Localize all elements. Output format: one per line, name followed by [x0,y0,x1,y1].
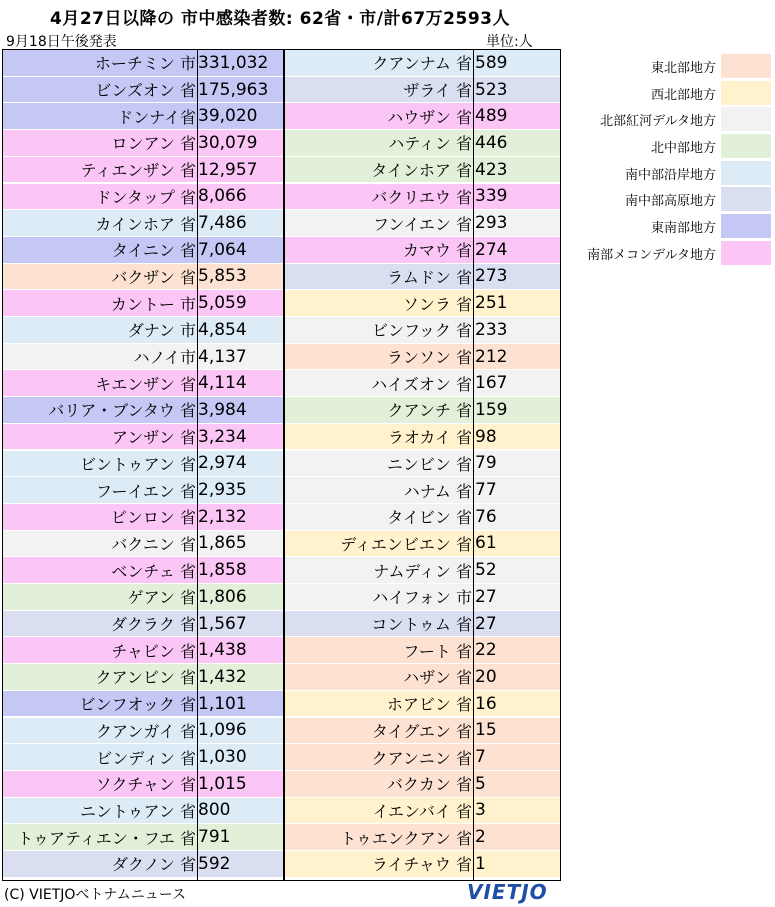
case-count: 1,438 [198,640,247,661]
table-row [285,130,560,157]
province-name: バクカン 省 [386,775,472,795]
province-name: ランソン 省 [386,348,472,368]
province-name: ナムディン 省 [373,561,472,581]
table-row [3,771,283,798]
region-legend [566,53,771,267]
case-count: 274 [475,239,508,260]
table-row [285,851,560,878]
province-name: ラオカイ 省 [387,428,472,448]
province-name: ロンアン 省 [111,134,196,154]
case-count: 1,030 [198,747,247,768]
case-count: 251 [475,293,508,314]
case-count: 233 [475,319,508,340]
case-count: 7,486 [198,213,247,234]
legend-label: 北中部地方 [650,140,716,156]
table-row [3,237,283,264]
province-name: クアンニン 省 [371,748,472,768]
case-count: 1,858 [198,560,247,581]
table-row [3,424,283,451]
table-row [285,557,560,584]
province-name: クアンチ 省 [387,401,472,421]
cell-divider [473,50,474,880]
case-count: 5,059 [198,293,247,314]
province-name: バクザン 省 [111,267,196,287]
legend-swatch [721,134,771,158]
vietjo-logo: VIETJO [467,880,548,904]
province-name: ビンフック 省 [372,321,472,341]
case-count: 592 [198,853,231,874]
table-column-right [285,50,560,880]
case-count: 175,963 [198,79,269,100]
case-count: 22 [475,640,497,661]
case-count: 3 [475,800,486,821]
case-count: 98 [475,426,497,447]
table-row [3,184,283,211]
legend-label: 南部メコンデルタ地方 [587,247,716,263]
province-name: クアンナム 省 [372,54,472,74]
legend-item [566,186,771,213]
table-row [285,77,560,104]
province-name: ダクラク 省 [110,615,196,635]
table-row [3,290,283,317]
cases-table [2,49,561,881]
legend-item [566,53,771,80]
legend-item [566,240,771,267]
legend-label: 南中部沿岸地方 [624,167,716,183]
table-row [3,157,283,184]
case-count: 1,865 [198,533,247,554]
province-name: ビンズオン 省 [95,81,196,101]
legend-label: 南中部高原地方 [624,194,716,210]
case-count: 16 [475,693,497,714]
legend-item [566,160,771,187]
table-row [3,637,283,664]
case-count: 423 [475,159,508,180]
legend-swatch [721,161,771,185]
table-row [3,504,283,531]
table-row [285,103,560,130]
table-row [3,344,283,371]
province-name: ゲアン 省 [127,588,196,608]
legend-item [566,80,771,107]
table-row [3,584,283,611]
province-name: ハナム 省 [403,481,472,501]
table-row [3,264,283,291]
table-row [3,798,283,825]
case-count: 4,137 [198,346,247,367]
legend-label: 東北部地方 [650,60,716,76]
province-name: クアンガイ 省 [96,721,196,741]
cell-divider [197,50,198,880]
table-row [3,317,283,344]
table-row [285,237,560,264]
table-row [285,771,560,798]
province-name: ソンラ 省 [402,294,472,314]
province-name: トゥアティエン・フエ 省 [17,828,196,848]
table-row [285,798,560,825]
case-count: 1,015 [198,773,247,794]
table-row [285,210,560,237]
province-name: ハザン 省 [403,668,472,688]
province-name: ラムドン 省 [387,267,472,287]
province-name: ダクノン 省 [111,855,196,875]
province-name: ハウザン 省 [387,107,472,127]
case-count: 20 [475,666,497,687]
case-count: 1,096 [198,720,247,741]
table-row [3,451,283,478]
province-name: ハイフォン 市 [372,588,472,608]
legend-swatch [721,241,771,265]
table-row [3,557,283,584]
province-name: ティエンザン 省 [80,161,196,181]
table-row [285,531,560,558]
table-row [3,103,283,130]
province-name: ドンタップ 省 [95,187,196,207]
table-row [285,290,560,317]
case-count: 7,064 [198,239,247,260]
case-count: 1,101 [198,693,247,714]
province-name: タイグエン 省 [371,721,472,741]
legend-label: 北部紅河デルタ地方 [600,114,716,130]
case-count: 1,567 [198,613,247,634]
table-column-left [3,50,283,880]
province-name: カントー 市 [110,294,196,314]
table-row [285,664,560,691]
case-count: 446 [475,132,508,153]
case-count: 27 [475,586,497,607]
legend-label: 東南部地方 [650,220,716,236]
legend-item [566,133,771,160]
table-row [3,611,283,638]
case-count: 12,957 [198,159,258,180]
province-name: イエンバイ 省 [372,801,472,821]
province-name: ビンロン 省 [110,508,196,528]
case-count: 273 [475,266,508,287]
case-count: 1 [475,853,486,874]
table-row [285,611,560,638]
province-name: ディエンビエン 省 [340,534,472,554]
case-count: 4,114 [198,373,247,394]
province-name: ハイズオン 省 [371,374,472,394]
table-row [3,824,283,851]
province-name: フンイエン 省 [372,214,472,234]
table-row [285,50,560,77]
table-row [3,691,283,718]
province-name: トゥエンクアン 省 [340,828,472,848]
legend-swatch [721,214,771,238]
table-row [3,664,283,691]
case-count: 589 [475,52,508,73]
province-name: ビンフオック 省 [79,695,196,715]
case-count: 331,032 [198,52,269,73]
legend-swatch [721,54,771,78]
province-name: カインホア 省 [95,214,196,234]
case-count: 39,020 [198,106,258,127]
case-count: 4,854 [198,319,247,340]
province-name: ビンディン 省 [96,748,196,768]
table-row [285,744,560,771]
case-count: 1,806 [198,586,247,607]
province-name: タイニン 省 [111,241,196,261]
province-name: ニンビン 省 [386,454,472,474]
table-row [285,184,560,211]
case-count: 523 [475,79,508,100]
table-row [3,477,283,504]
province-name: ハティン 省 [388,134,472,154]
legend-swatch [721,107,771,131]
case-count: 293 [475,213,508,234]
case-count: 8,066 [198,186,247,207]
province-name: ビントゥアン 省 [79,454,196,474]
legend-item [566,213,771,240]
table-row [285,157,560,184]
province-name: クアンビン 省 [95,668,196,688]
table-row [285,264,560,291]
case-count: 791 [198,827,231,848]
case-count: 15 [475,720,497,741]
unit-label: 単位:人 [486,34,533,50]
table-row [285,397,560,424]
case-count: 76 [475,506,497,527]
table-row [3,718,283,745]
province-name: ハノイ市 [133,348,196,368]
announcement-date: 9月18日午後発表 [6,34,117,50]
case-count: 1,432 [198,666,247,687]
table-row [285,451,560,478]
table-row [285,477,560,504]
case-count: 212 [475,346,508,367]
table-row [3,744,283,771]
legend-label: 西北部地方 [650,87,716,103]
province-name: ライチャウ 省 [371,855,472,875]
case-count: 79 [475,453,497,474]
case-count: 800 [198,800,231,821]
province-name: ザライ 省 [403,81,472,101]
province-name: ベンチェ 省 [111,561,196,581]
province-name: タイビン 省 [387,508,472,528]
copyright-text: (C) VIETJOベトナムニュース [4,887,187,903]
province-name: ソクチャン 省 [95,775,196,795]
province-name: ホアビン 省 [386,695,472,715]
province-name: コントゥム 省 [371,615,472,635]
province-name: アンザン 省 [111,428,196,448]
table-row [285,504,560,531]
table-row [285,584,560,611]
table-row [3,851,283,878]
page-title: 4月27日以降の 市中感染者数: 62省・市/計67万2593人 [50,9,510,29]
province-name: ダナン 市 [127,321,196,341]
province-name: タインホア 省 [371,161,472,181]
table-row [285,637,560,664]
table-row [3,531,283,558]
province-name: カマウ 省 [402,241,472,261]
province-name: フーイエン 省 [96,481,196,501]
province-name: フート 省 [403,641,472,661]
province-name: バクニン 省 [111,534,196,554]
case-count: 2 [475,827,486,848]
legend-swatch [721,187,771,211]
province-name: バリア・ブンタウ 省 [48,401,196,421]
legend-item [566,106,771,133]
case-count: 30,079 [198,132,258,153]
case-count: 339 [475,186,508,207]
table-row [285,691,560,718]
province-name: バクリエウ 省 [371,187,472,207]
province-name: ニントゥアン 省 [79,801,196,821]
case-count: 5 [475,773,486,794]
table-row [285,718,560,745]
table-row [3,397,283,424]
case-count: 3,234 [198,426,247,447]
province-name: チャビン 省 [111,641,196,661]
table-row [3,210,283,237]
table-row [3,77,283,104]
case-count: 77 [475,480,497,501]
table-row [285,370,560,397]
table-row [3,370,283,397]
province-name: ホーチミン 市 [94,54,196,74]
province-name: ドンナイ省 [117,107,196,127]
case-count: 5,853 [198,266,247,287]
table-row [285,344,560,371]
case-count: 61 [475,533,497,554]
case-count: 27 [475,613,497,634]
case-count: 2,935 [198,480,247,501]
case-count: 167 [475,373,508,394]
case-count: 2,974 [198,453,247,474]
case-count: 159 [475,399,508,420]
table-row [285,424,560,451]
table-row [3,50,283,77]
case-count: 3,984 [198,399,247,420]
case-count: 489 [475,106,508,127]
case-count: 7 [475,747,486,768]
legend-swatch [721,81,771,105]
table-row [285,317,560,344]
table-row [285,824,560,851]
table-row [3,130,283,157]
province-name: キエンザン 省 [95,374,196,394]
case-count: 2,132 [198,506,247,527]
case-count: 52 [475,560,497,581]
